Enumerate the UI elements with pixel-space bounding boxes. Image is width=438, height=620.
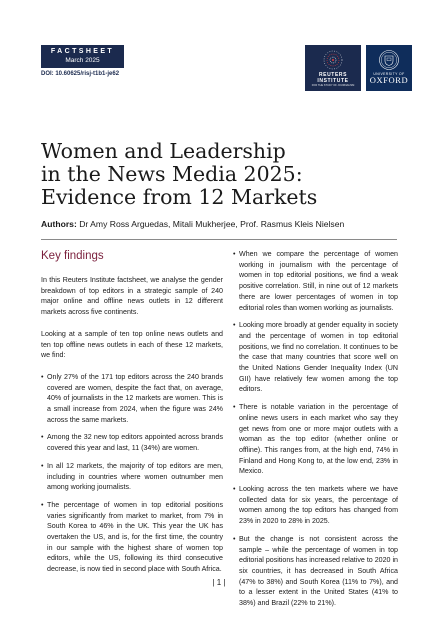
right-column bbox=[233, 249, 398, 616]
oxford-name: OXFORD bbox=[369, 75, 409, 85]
finding-item: • There is notable variation in the percentage of online news users in each market who say they get news from one or more major outlets with a woman as the top editor (whether online or offline). This ranges from, at the high end, 74% in Finland and Hong Kong to, at the low end, 23% in Mexico. bbox=[233, 402, 398, 477]
finding-item: • In all 12 markets, the majority of top editors are men, including in countries where women outnumber men among working journalists. bbox=[41, 461, 223, 493]
reuters-institute-logo bbox=[305, 45, 361, 91]
title-line-2: in the News Media 2025: bbox=[41, 162, 303, 186]
oxford-university-label: UNIVERSITY OF bbox=[373, 72, 405, 76]
factsheet-date: March 2025 bbox=[65, 57, 100, 64]
left-column bbox=[41, 249, 223, 582]
divider bbox=[41, 239, 397, 240]
intro-paragraph: In this Reuters Institute factsheet, we analyse the gender breakdown of top editors in a strategic sample of 240 major online and offline news outlets in 12 different markets across five continents. bbox=[41, 276, 223, 317]
oxford-logo bbox=[366, 45, 412, 91]
key-findings-heading: Key findings bbox=[41, 250, 104, 262]
intro-paragraph-2: Looking at a sample of ten top online news outlets and ten top offline news outlets in each of these 12 markets, we find: bbox=[41, 329, 223, 360]
finding-item: • Looking across the ten markets where we have collected data for six years, the percentage of women among the top editors has changed from 23% in 2020 to 28% in 2025. bbox=[233, 484, 398, 527]
page-number: | 1 | bbox=[212, 578, 226, 587]
authors-label: Authors: bbox=[41, 219, 77, 229]
authors-line bbox=[41, 219, 401, 229]
findings-list-left bbox=[41, 372, 223, 575]
finding-item: • Only 27% of the 171 top editors across the 240 brands covered are women, despite the fact that, on average, 40% of journalists in the 12 markets are women. This is a small increase from 2024, when the figure was 24% across the same markets. bbox=[41, 372, 223, 426]
findings-list-right bbox=[233, 249, 398, 609]
authors-names: Dr Amy Ross Arguedas, Mitali Mukherjee, Prof. Rasmus Kleis Nielsen bbox=[76, 219, 345, 229]
oxford-crest-icon bbox=[378, 49, 400, 71]
report-title bbox=[41, 140, 371, 209]
factsheet-badge bbox=[41, 45, 124, 68]
finding-item: • The percentage of women in top editorial positions varies significantly from market to market, from 7% in South Korea to 46% in the UK. This year the UK has overtaken the US, and is, for the first time, the country in our sample with the highest share of women top editors, while the US, following its third consecutive decrease, is now tied in second place with South Africa. bbox=[41, 500, 223, 575]
reuters-logo-name: REUTERS INSTITUTE bbox=[317, 72, 349, 84]
globe-dots-icon bbox=[322, 49, 344, 71]
title-line-3: Evidence from 12 Markets bbox=[41, 185, 318, 209]
finding-item: • When we compare the percentage of women working in journalism with the percentage of women in top editorial positions, we find a weak positive correlation. Still, in nine out of 12 markets there are lower percentages of women in top editorial roles than women working as journalists. bbox=[233, 249, 398, 313]
finding-item: • Looking more broadly at gender equality in society and the percentage of women in top editorial positions, we find no correlation. It continues to be the case that many countries that score well on the United Nations Gender Inequality Index (UN GII) have relatively few women among the top editors. bbox=[233, 320, 398, 395]
finding-item: • Among the 32 new top editors appointed across brands covered this year and last, 11 (34%) are women. bbox=[41, 432, 223, 453]
reuters-logo-subtitle: FOR THE STUDY OF JOURNALISM bbox=[311, 84, 355, 87]
title-line-1: Women and Leadership bbox=[41, 139, 286, 163]
doi-link[interactable]: DOI: 10.60625/risj-t1b1-je62 bbox=[41, 71, 120, 77]
finding-item: • But the change is not consistent across the sample – while the percentage of women in top editorial positions has increased relative to 2020 in six countries, it has decreased in South Africa (47% to 38%) and South Korea (11% to 7%), and to a lesser extent in the United States (41% to 38%) and Brazil (22% to 21%). bbox=[233, 534, 398, 609]
factsheet-label: FACTSHEET bbox=[50, 48, 115, 55]
